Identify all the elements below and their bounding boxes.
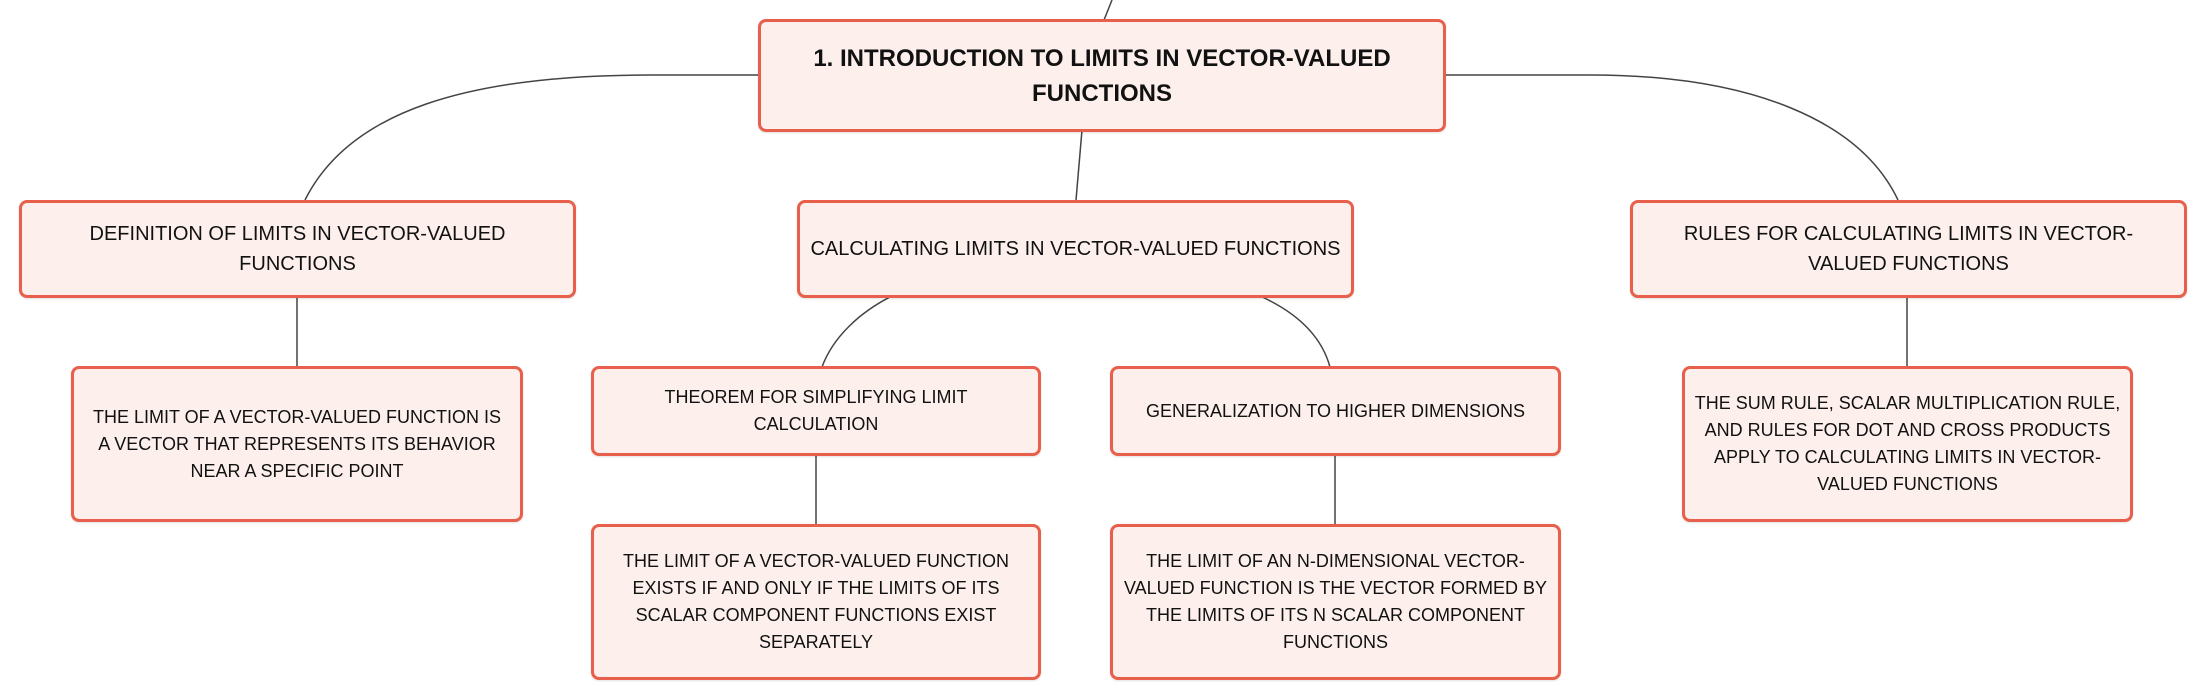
theorem-detail-node[interactable] — [591, 524, 1041, 680]
calculating-node-label: CALCULATING LIMITS IN VECTOR-VALUED FUNCTIONS — [810, 238, 1341, 260]
theorem-detail-text: THE LIMIT OF A VECTOR-VALUED FUNCTION EXISTS IF AND ONLY IF THE LIMITS OF ITS SCALAR COMPONENT FUNCTIONS EXIST SEPARATELY — [622, 551, 1010, 652]
generalization-detail-text: THE LIMIT OF AN N-DIMENSIONAL VECTOR-VALUED FUNCTION IS THE VECTOR FORMED BY THE LIMITS OF ITS N SCALAR COMPONENT FUNCTIONS — [1123, 551, 1548, 652]
rules-detail-node[interactable] — [1682, 366, 2133, 522]
connector-parent-root — [1104, 0, 1112, 20]
connector-root-definition — [305, 75, 760, 200]
generalization-detail-node[interactable] — [1110, 524, 1561, 680]
definition-detail-node[interactable] — [71, 366, 523, 522]
connector-root-calculating — [1076, 130, 1082, 200]
definition-node-label: DEFINITION OF LIMITS IN VECTOR-VALUED FUNCTIONS — [89, 223, 506, 275]
definition-node[interactable] — [19, 200, 576, 298]
connector-calculating-generalization — [1260, 296, 1330, 367]
generalization-node[interactable] — [1110, 366, 1561, 456]
connector-root-rules — [1444, 75, 1898, 200]
root-node[interactable] — [758, 19, 1446, 132]
connector-calculating-theorem — [822, 296, 892, 367]
theorem-node[interactable] — [591, 366, 1041, 456]
theorem-node-label: THEOREM FOR SIMPLIFYING LIMIT CALCULATION — [664, 387, 968, 434]
calculating-node[interactable] — [797, 200, 1354, 298]
rules-node-label: RULES FOR CALCULATING LIMITS IN VECTOR-VALUED FUNCTIONS — [1683, 223, 2134, 275]
rules-node[interactable] — [1630, 200, 2187, 298]
rules-detail-text: THE SUM RULE, SCALAR MULTIPLICATION RULE, AND RULES FOR DOT AND CROSS PRODUCTS APPLY TO CALCULATING LIMITS IN VECTOR-VALUED FUNCTIONS — [1694, 393, 2121, 494]
generalization-node-label: GENERALIZATION TO HIGHER DIMENSIONS — [1145, 400, 1526, 421]
root-node-label: 1. INTRODUCTION TO LIMITS IN VECTOR-VALUED FUNCTIONS — [813, 44, 1391, 107]
definition-detail-text: THE LIMIT OF A VECTOR-VALUED FUNCTION IS A VECTOR THAT REPRESENTS ITS BEHAVIOR NEAR A SPECIFIC POINT — [92, 406, 502, 481]
